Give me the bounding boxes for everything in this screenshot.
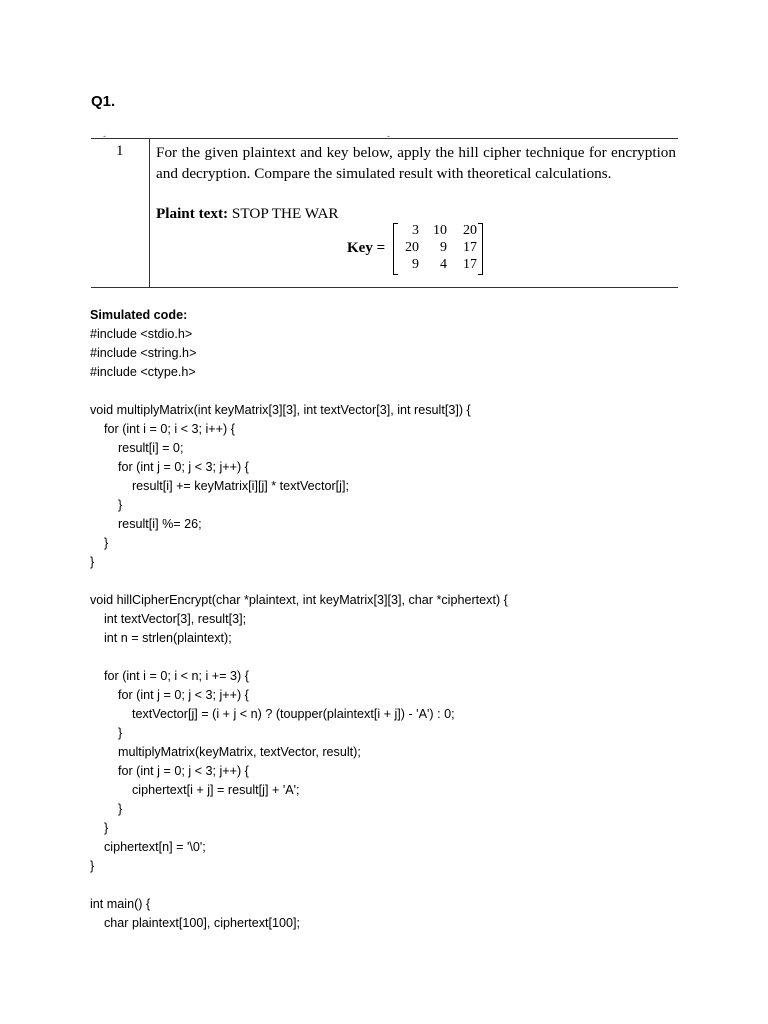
code-line: result[i] = 0;	[90, 441, 184, 455]
code-line: textVector[j] = (i + j < n) ? (toupper(plaintext[i + j]) - 'A') : 0;	[90, 707, 455, 721]
matrix-cell: 20	[405, 240, 419, 255]
code-line: int main() {	[90, 897, 151, 911]
plaintext-line	[156, 205, 339, 223]
question-table	[91, 131, 678, 288]
code-line: }	[90, 536, 109, 550]
code-line: #include <string.h>	[90, 346, 197, 360]
code-line: for (int j = 0; j < 3; j++) {	[90, 764, 249, 778]
code-line: }	[90, 498, 123, 512]
code-line: int n = strlen(plaintext);	[90, 631, 232, 645]
code-line: result[i] += keyMatrix[i][j] * textVector[j];	[90, 479, 349, 493]
simulated-code-label: Simulated code:	[90, 308, 188, 322]
matrix-cell: 9	[440, 240, 447, 255]
question-text: For the given plaintext and key below, apply the hill cipher technique for encryption and decryption. Compare the simulated result with theoretical calculations.	[156, 144, 676, 182]
code-line	[90, 876, 750, 895]
code-line: }	[90, 821, 109, 835]
code-line: int textVector[3], result[3];	[90, 612, 247, 626]
code-line: ciphertext[i + j] = result[j] + 'A';	[90, 783, 300, 797]
question-number: 1	[116, 143, 124, 159]
code-line: multiplyMatrix(keyMatrix, textVector, result);	[90, 745, 361, 759]
matrix-cell: 3	[412, 223, 419, 238]
code-block	[90, 325, 750, 933]
simulated-section	[90, 306, 750, 933]
code-line: }	[90, 859, 95, 873]
code-line: }	[90, 726, 123, 740]
matrix-cell: 17	[463, 240, 477, 255]
code-line: for (int i = 0; i < n; i += 3) {	[90, 669, 249, 683]
table-mark: -	[103, 131, 106, 141]
plaintext-label: Plaint text:	[156, 205, 229, 222]
table-divider	[149, 139, 150, 287]
code-line: for (int j = 0; j < 3; j++) {	[90, 688, 249, 702]
key-label: Key =	[347, 240, 386, 256]
matrix-row	[397, 257, 477, 275]
code-line: }	[90, 555, 95, 569]
code-line: ciphertext[n] = '\0';	[90, 840, 206, 854]
question-heading: Q1.	[91, 93, 116, 110]
matrix-cell: 4	[440, 257, 447, 272]
matrix-cell: 20	[463, 223, 477, 238]
code-line	[90, 382, 750, 401]
code-line: #include <stdio.h>	[90, 327, 193, 341]
code-line	[90, 572, 750, 591]
code-line: for (int j = 0; j < 3; j++) {	[90, 460, 249, 474]
code-line: }	[90, 802, 123, 816]
code-line	[90, 648, 750, 667]
matrix-cell: 17	[463, 257, 477, 272]
matrix-cell: 9	[412, 257, 419, 272]
plaintext-value: STOP THE WAR	[231, 205, 339, 222]
code-line: void hillCipherEncrypt(char *plaintext, int keyMatrix[3][3], char *ciphertext) {	[90, 593, 508, 607]
matrix-cell: 10	[433, 223, 447, 238]
table-mark: -	[387, 131, 390, 141]
code-line: #include <ctype.h>	[90, 365, 196, 379]
matrix-row	[397, 223, 477, 241]
code-line: char plaintext[100], ciphertext[100];	[90, 916, 301, 930]
code-line: void multiplyMatrix(int keyMatrix[3][3], int textVector[3], int result[3]) {	[90, 403, 471, 417]
key-matrix	[393, 222, 483, 276]
matrix-row	[397, 240, 477, 258]
code-line: result[i] %= 26;	[90, 517, 202, 531]
matrix-right-bracket	[478, 223, 483, 275]
code-line: for (int i = 0; i < 3; i++) {	[90, 422, 235, 436]
